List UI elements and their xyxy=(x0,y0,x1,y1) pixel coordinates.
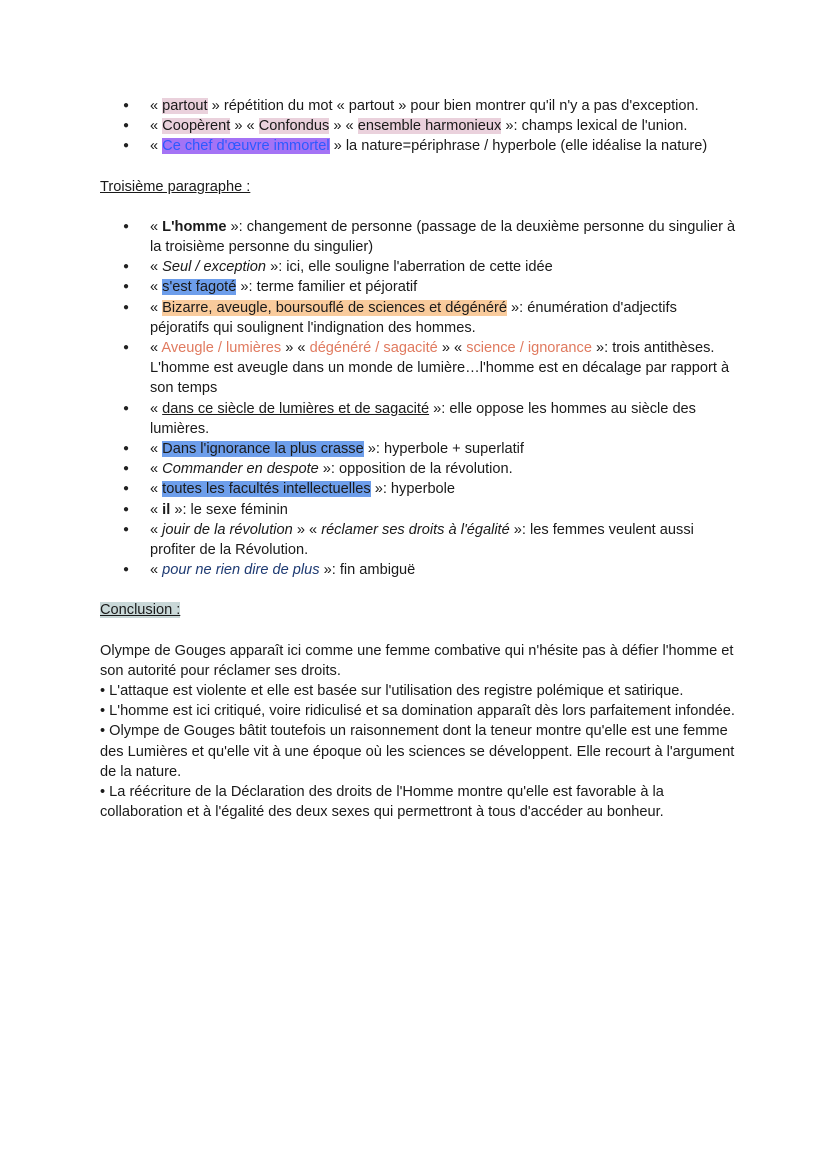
quote-open: « xyxy=(150,562,163,579)
conclusion-point: • La réécriture de la Déclaration des droits de l'Homme montre qu'elle est favorable à la collaboration et à l'égalité des deux sexes qui permettront à tous d'accéder au bonheur. xyxy=(100,784,664,821)
highlight-facultes: toutes les facultés intellectuelles xyxy=(162,481,371,498)
highlight-partout: partout xyxy=(162,98,208,114)
italic-blue-term: pour ne rien dire de plus xyxy=(162,562,320,579)
quote-open: « xyxy=(150,259,163,276)
quote-open: « xyxy=(150,279,163,296)
quote-open: « xyxy=(150,118,163,135)
conclusion-paragraph: Olympe de Gouges apparaît ici comme une femme combative qui n'hésite pas à défier l'homme et son autorité pour réclamer ses droits. xyxy=(100,642,734,679)
italic-term: Seul / exception xyxy=(162,259,267,276)
quote-sep: » « xyxy=(230,118,259,135)
list-item xyxy=(100,338,740,399)
highlight-chef-doeuvre: Ce chef d'œuvre immortel xyxy=(162,138,330,155)
section-heading-troisieme: Troisième paragraphe : xyxy=(100,178,251,195)
item-text: »: le sexe féminin xyxy=(170,501,288,518)
document-content xyxy=(100,96,740,823)
list-item xyxy=(100,439,740,459)
quote-open: « xyxy=(150,441,163,458)
item-text: »: hyperbole xyxy=(370,481,456,498)
quote-open: « xyxy=(150,400,163,417)
list-item xyxy=(100,520,740,560)
quote-open: « xyxy=(150,340,162,357)
conclusion-point: • L'homme est ici critiqué, voire ridiculisé et sa domination apparaît dès lors parfaitement infondée. xyxy=(100,703,735,720)
item-text: »: trois antithèses. L'homme est aveugle dans un monde de lumière…l'homme est en décalage par rapport à son temps xyxy=(150,340,730,397)
quote-open: « xyxy=(150,461,163,478)
highlight-fagote: s'est fagoté xyxy=(162,279,237,296)
quote-open: « xyxy=(150,218,163,235)
spacer xyxy=(100,580,740,600)
italic-term: jouir de la révolution xyxy=(162,521,293,538)
quote-sep: » « xyxy=(329,118,358,135)
list-item xyxy=(100,399,740,439)
conclusion-point: • L'attaque est violente et elle est basée sur l'utilisation des registre polémique et satirique. xyxy=(100,683,684,700)
spacer xyxy=(100,197,740,217)
item-text: »: opposition de la révolution. xyxy=(318,461,513,478)
highlight-ensemble: ensemble harmonieux xyxy=(357,118,502,135)
item-text: » la nature=périphrase / hyperbole (elle idéalise la nature) xyxy=(329,138,708,155)
orange-term: dégénéré / sagacité xyxy=(309,340,438,357)
highlight-confondus: Confondus xyxy=(258,118,330,135)
list-item xyxy=(100,136,740,156)
italic-term: réclamer ses droits à l'égalité xyxy=(321,521,510,538)
list-item xyxy=(100,96,740,116)
orange-term: Aveugle / lumières xyxy=(161,340,282,357)
list-item xyxy=(100,560,740,580)
underlined-term: dans ce siècle de lumières et de sagacité xyxy=(162,400,430,417)
item-text: »: champs lexical de l'union. xyxy=(501,118,688,135)
item-text: »: fin ambiguë xyxy=(319,562,416,579)
bold-term: L'homme xyxy=(162,218,227,235)
item-text: »: les femmes veulent aussi profiter de la Révolution. xyxy=(150,521,694,559)
item-text: »: ici, elle souligne l'aberration de cette idée xyxy=(266,259,553,276)
list-item xyxy=(100,257,740,277)
spacer xyxy=(100,157,740,177)
section-heading-conclusion: Conclusion : xyxy=(100,602,181,619)
list-item xyxy=(100,298,740,338)
quote-sep: » « xyxy=(437,340,467,357)
item-text: »: changement de personne (passage de la deuxième personne du singulier à la troisième personne du singulier) xyxy=(150,218,736,256)
bold-term: il xyxy=(162,501,171,518)
item-text: » répétition du mot « partout » pour bien montrer qu'il n'y a pas d'exception. xyxy=(207,98,699,114)
spacer xyxy=(100,621,740,641)
item-text: »: hyperbole + superlatif xyxy=(363,441,524,458)
list-item xyxy=(100,217,740,257)
item-text: »: énumération d'adjectifs péjoratifs qui soulignent l'indignation des hommes. xyxy=(150,299,677,336)
item-text: »: terme familier et péjoratif xyxy=(236,279,418,296)
quote-open: « xyxy=(150,98,163,114)
quote-sep: » « xyxy=(292,521,322,538)
list-item xyxy=(100,277,740,297)
item-text: »: elle oppose les hommes au siècle des lumières. xyxy=(150,400,696,437)
highlight-ignorance: Dans l'ignorance la plus crasse xyxy=(162,441,364,458)
highlight-cooperent: Coopèrent xyxy=(162,118,231,135)
quote-open: « xyxy=(150,481,163,498)
list-item xyxy=(100,116,740,136)
quote-open: « xyxy=(150,501,163,518)
highlight-bizarre: Bizarre, aveugle, boursouflé de sciences et dégénéré xyxy=(162,299,507,316)
quote-open: « xyxy=(150,299,163,316)
italic-term: Commander en despote xyxy=(162,461,319,478)
list-item xyxy=(100,459,740,479)
conclusion-point: • Olympe de Gouges bâtit toutefois un raisonnement dont la teneur montre qu'elle est une femme des Lumières et qu'elle vit à une époque où les sciences se développent. Elle recourt à l'argument de la nature. xyxy=(100,723,735,780)
list-item xyxy=(100,479,740,499)
list-item xyxy=(100,500,740,520)
quote-sep: » « xyxy=(281,340,310,357)
quote-open: « xyxy=(150,138,163,155)
section2-list xyxy=(100,217,740,581)
section1-list xyxy=(100,96,740,157)
quote-open: « xyxy=(150,521,163,538)
orange-term: science / ignorance xyxy=(466,340,592,357)
